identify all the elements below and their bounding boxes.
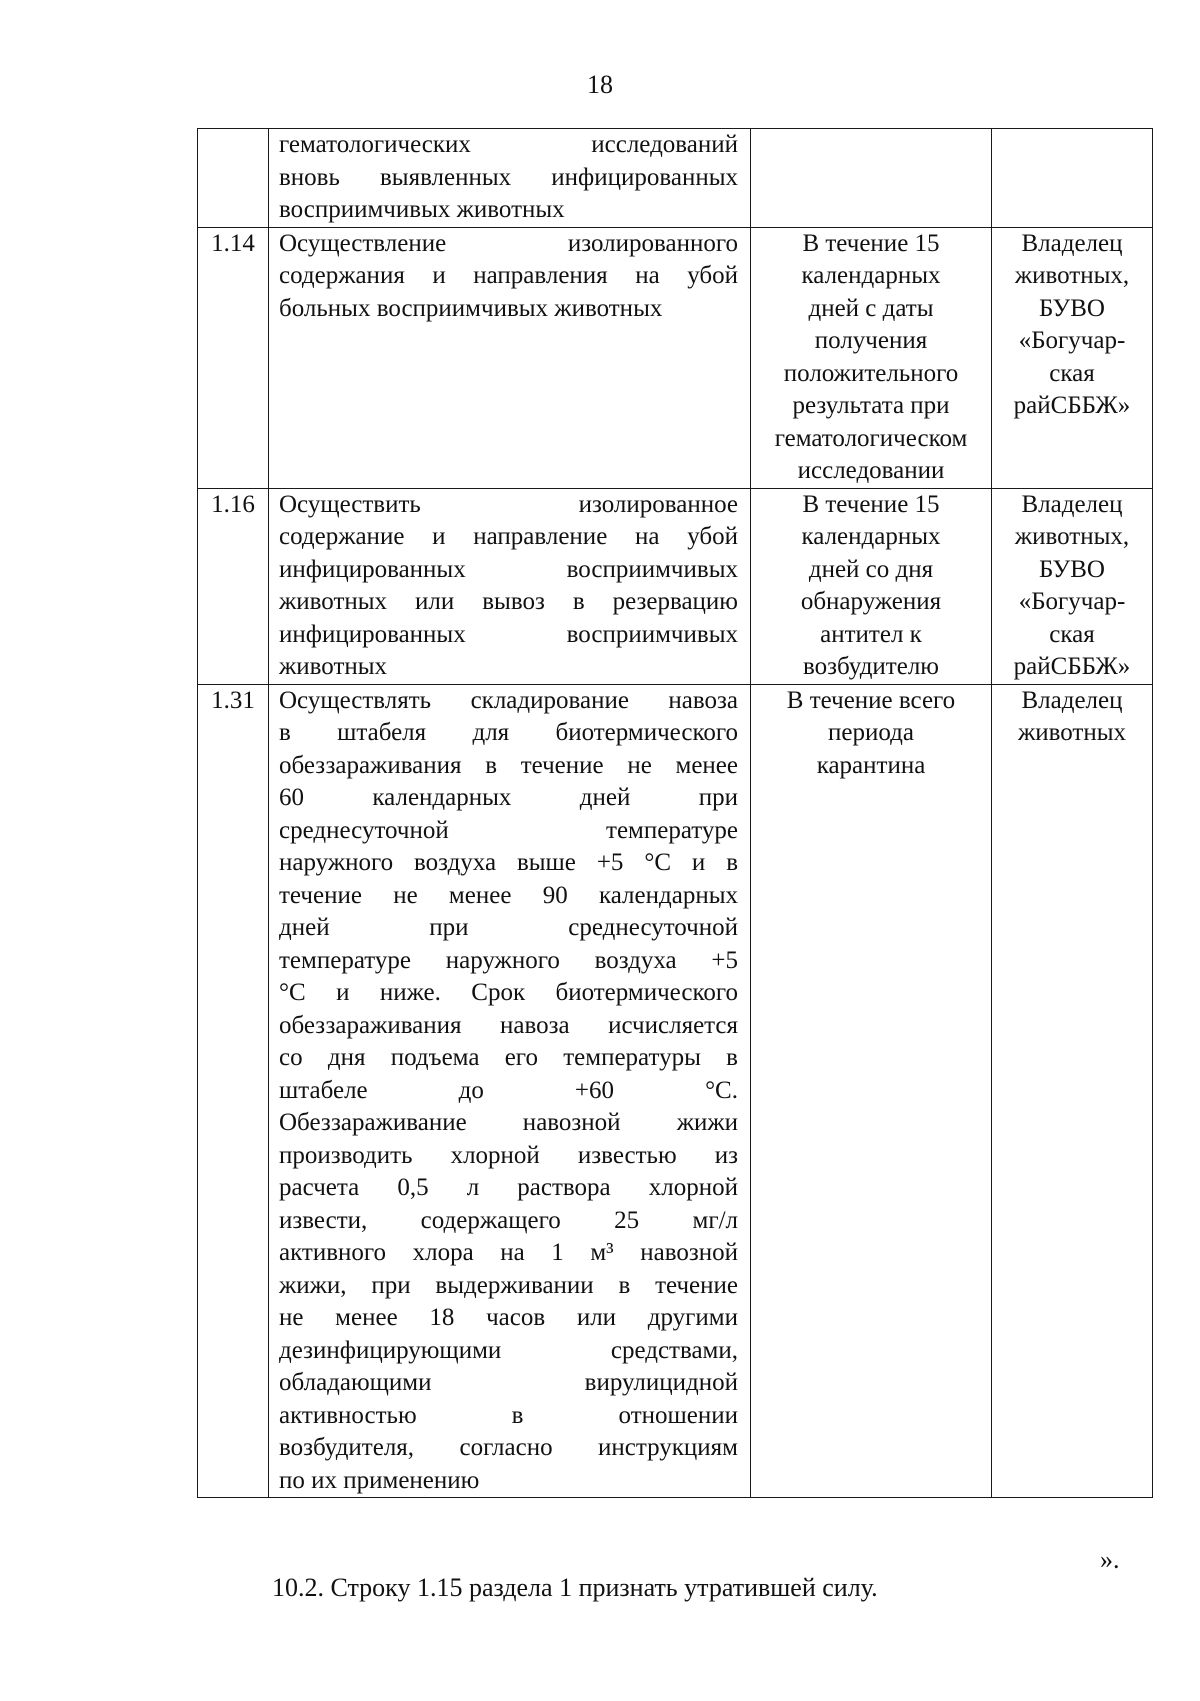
term-cell	[751, 129, 992, 228]
action-text-line: течение не менее 90 календарных	[279, 881, 738, 909]
action-text-line: вновь выявленных инфицированных	[279, 163, 738, 191]
action-text-line: среднесуточной температуре	[279, 816, 738, 844]
action-text-line: обеззараживания навоза исчисляется	[279, 1011, 738, 1039]
action-cell	[269, 488, 751, 684]
action-cell	[269, 129, 751, 228]
action-text-line: расчета 0,5 л раствора хлорной	[279, 1174, 738, 1201]
action-text-line: по их применению	[279, 1466, 480, 1494]
row-number-cell: 1.16	[198, 488, 269, 684]
action-text-line: наружного воздуха выше +5 °С и в	[279, 849, 738, 876]
term-cell: В течение 15 календарных дней со дня обнаружения антител к возбудителю	[751, 488, 992, 684]
action-text-line: 60 календарных дней при	[279, 784, 738, 811]
closing-quote: ».	[1100, 1545, 1120, 1574]
responsible-cell: Владелец животных, БУВО «Богучар- ская райСББЖ»	[992, 488, 1153, 684]
row-number-cell	[198, 129, 269, 228]
term-cell: В течение всего периода карантина	[751, 684, 992, 1498]
action-text-line: производить хлорной известью из	[279, 1141, 738, 1169]
term-cell: В течение 15 календарных дней с даты получения положительного результата при гематологическом исследовании	[751, 227, 992, 488]
action-cell	[269, 227, 751, 488]
responsible-cell: Владелец животных, БУВО «Богучар- ская райСББЖ»	[992, 227, 1153, 488]
responsible-cell	[992, 129, 1153, 228]
action-text-line: обеззараживания в течение не менее	[279, 751, 738, 779]
action-text-line: со дня подъема его температуры в	[279, 1044, 738, 1071]
action-cell	[269, 684, 751, 1498]
action-text-line: °С и ниже. Срок биотермического	[279, 979, 738, 1006]
action-text-line: Осуществить изолированное	[279, 490, 738, 518]
row-number-cell: 1.31	[198, 684, 269, 1498]
action-text-line: Осуществлять складирование навоза	[279, 686, 738, 714]
action-text-line: дней при среднесуточной	[279, 914, 738, 941]
table-row	[198, 227, 1153, 488]
table-row	[198, 129, 1153, 228]
table-row	[198, 684, 1153, 1498]
action-text-line: восприимчивых животных	[279, 196, 565, 223]
action-text-line: Осуществление изолированного	[279, 229, 738, 257]
responsible-cell: Владелец животных	[992, 684, 1153, 1498]
measures-table	[197, 128, 1153, 1498]
action-text-line: обладающими вирулицидной	[279, 1369, 738, 1396]
action-text-line: инфицированных восприимчивых	[279, 555, 738, 583]
action-text-line: содержание и направление на убой	[279, 523, 738, 550]
action-text-line: гематологических исследований	[279, 131, 738, 158]
action-text-line: дезинфицирующими средствами,	[279, 1336, 738, 1364]
action-text-line: в штабеля для биотермического	[279, 719, 738, 746]
action-text-line: штабеле до +60 °С.	[279, 1076, 738, 1104]
row-number-cell: 1.14	[198, 227, 269, 488]
action-text-line: возбудителя, согласно инструкциям	[279, 1434, 738, 1461]
action-text-line: не менее 18 часов или другими	[279, 1304, 738, 1331]
action-text-line: жижи, при выдерживании в течение	[279, 1271, 738, 1299]
action-text-line: извести, содержащего 25 мг/л	[279, 1206, 738, 1234]
action-text-line: животных или вывоз в резервацию	[279, 588, 738, 615]
table-row	[198, 488, 1153, 684]
action-text-line: активностью в отношении	[279, 1401, 738, 1429]
footer-paragraph: 10.2. Строку 1.15 раздела 1 признать утратившей силу.	[272, 1573, 878, 1602]
action-text-line: животных	[279, 653, 388, 680]
action-text-line: инфицированных восприимчивых	[279, 620, 738, 648]
action-text-line: активного хлора на 1 м³ навозной	[279, 1239, 738, 1266]
action-text-line: температуре наружного воздуха +5	[279, 946, 738, 974]
action-text-line: больных восприимчивых животных	[279, 294, 663, 322]
action-text-line: содержания и направления на убой	[279, 262, 738, 289]
page-number: 18	[587, 70, 613, 99]
action-text-line: Обеззараживание навозной жижи	[279, 1109, 738, 1136]
